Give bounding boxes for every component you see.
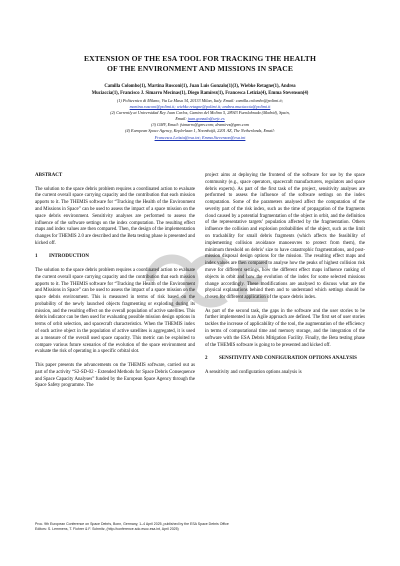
email-link-urjc[interactable]: juan.gonzalo@urjc.es [187,116,225,122]
email-label: Email: [175,116,188,122]
affiliation-emails-1[interactable]: martina.rusconi@polimi.it; wiebke.retagne@polimi.it; andrea.muciaccia@polimi.it [129,104,271,110]
affiliation-3: (3) GMV, Email: fsimarro@gmv.com; dramirez@gmv.com [151,122,249,128]
section-2-heading [205,356,365,363]
section-2-text: A sensitivity and configuration options analysis is [205,369,302,375]
authors-line-2: Muciaccia(1), Francisco J. Simarro Mecinas(1), Diego Ramírez(1), Francesca Letizia(4), Emma Stevenson(4) [91,90,309,96]
footer-line-1: Proc. 9th European Conference on Space Debris, Bonn, Germany, 1–4 April 2025, published by the ESA Space Debris Office [35,522,229,526]
title-line-2: OF THE ENVIRONMENT AND MISSIONS IN SPACE [107,63,293,73]
footer-line-2: Editors: S. Lemmens, T. Flohrer & F. Schmitz, (http://conference.sdo.esoc.esa.int, April 2025) [35,527,179,532]
section-1-heading [35,254,195,261]
title-line-1: EXTENSION OF THE ESA TOOL FOR TRACKING THE HEALTH [84,54,316,63]
authors-line-1: Camilla Colombo(1), Martina Rusconi(1), Juan Luis Gonzalo(1)(3), Wiebke Retagne(1), Andrea [104,84,296,89]
author-list [22,84,378,97]
section-2-title: SENSITIVITY AND CONFIGURATION OPTIONS ANALYSIS [219,356,357,362]
abstract-text: The solution to the space debris problem requires a coordinated action to evaluate the current overall space carrying capacity and the contribution that each mission apports to it. The THEMIS software for “Tracking the Health of the Environment and Missions in Space” can be used to assess the impact of a space mission on the space debris environment. Sensitivity analyses are performed to assess the influence of the software settings on the index computation. The resulting effect maps and index values are then compared. Then, the design of the implementation changes for THEMIS 2.0 are described and the Beta testing phase is presented and kicked off. [35,186,195,246]
section-2-number: 2 [205,356,208,362]
section-1-title: INTRODUCTION [49,254,90,260]
affiliation-emails-4[interactable]: Francesca.Letizia@esa.int; Emma.Stevenson@esa.int [154,134,246,140]
abstract-heading: ABSTRACT [35,173,63,178]
intro-paragraph-2: This paper presents the advancements on the THEMIS software, carried out as part of the activity “S2-SD-02 - Extended Methods for Space Debris Consequence and Space Capacity Analyses” funded by the European Space Agency through the Space Safety programme. The [35,362,195,389]
section-1-number: 1 [35,254,38,260]
affiliation-1: (1) Politecnico di Milano, Via La Masa 34, 20133 Milan, Italy. Email: camilla.colombo@polimi.it; [116,98,284,103]
intro-paragraph-1: The solution to the space debris problem requires a coordinated action to evaluate the current overall space carrying capacity and the contribution that each mission apports to it. The THEMIS software for “Tracking the Health of the Environment and Missions in Space” can be used to assess the impact of a space mission on the space debris environment. This is measured in terms of risk based on the probability of the newly launched objects fragmenting or exploding during its mission, and the resulting effect on the overall population of active satellites. This debris indicator can be then used for evaluating possible mission design options in terms of orbit selection, and spacecraft characteristics. When the THEMIS index of each active object in the population of active satellites is aggregated, it is used as a measure of the overall used space capacity. This metric can be exploited to compare various future scenarios of the evolution of the space environment and evaluate the risk of operating in a specific orbital slot. [35,268,195,355]
right-paragraph-1: project aims at deploying the frontend of the software for use by the space community (e.g., space operators, spacecraft manufacturers, regulators and space debris experts). As part of the first task of the project, sensitivity analyses are performed to assess the influence of the software settings on the index computation. Some of the parameters analysed affect the computation of the severity part of the risk index, such as the time of propagation of the fragments cloud caused by a potential fragmentation of the object in orbit, and the definition of the representative targets’ population affected by the fragmentation. Others influence the collision and explosion probabilities of the object, such as the limit on trackability for small debris fragments (which affects the feasibility of implementing collision avoidance manoeuvres to protect from them), the minimum threshold on debris’ size to have catastrophic fragmentations, and post-mission disposal design options for the mission. The resulting effect maps and index values are then compared to analyse how the peaks of highest collision risk move for different settings, how the different effect maps influence ranking of objects in orbit and how the evolution of the index for some selected missions change accordingly. These modifications are analysed to discuss what are the physical explanations behind them and to understand which settings should be chosen for different application of the space debris index. [205,173,365,301]
right-paragraph-2: As part of the second task, the gaps in the software and the user stories to be further implemented in an Agile approach are defined. The first set of user stories tackles the increase of applicability of the tool, the augmentation of the efficiency in terms of computational time and memory storage, and the integration of the software with the ESA Debris Mitigation Facility. Finally, the Beta testing phase of the THEMIS software is going to be presented and kicked off. [205,308,365,348]
right-column [205,173,365,383]
page-footer [35,522,365,532]
left-column [35,173,195,397]
paper-title [30,54,370,73]
affiliation-4: (4) European Space Agency, Keplerlaan 1, Noordwijk, 2201 AZ, The Netherlands, Email: [125,128,275,134]
affiliation-2: (2) Currently at Universidad Rey Juan Carlos, Camino del Molino 5, 28943 Fuenlabrada (Madrid), Spain, [110,110,290,116]
affiliations [22,98,378,141]
